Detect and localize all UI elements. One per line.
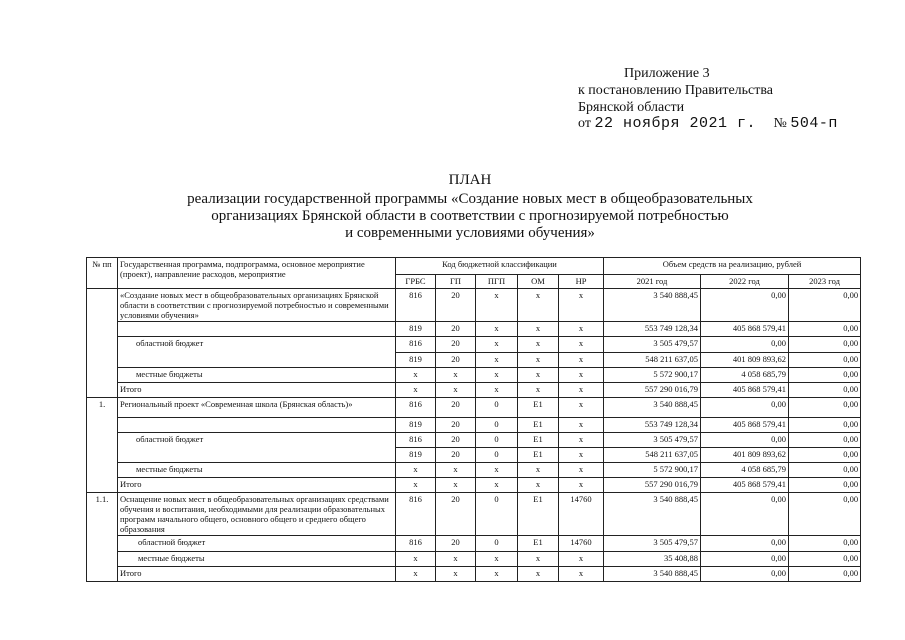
- cell-2023: 0,00: [789, 567, 861, 582]
- cell-grbs: 816: [396, 398, 436, 418]
- cell-pgp: х: [476, 383, 518, 398]
- cell-grbs: х: [396, 552, 436, 567]
- header-gp: ГП: [436, 275, 476, 289]
- plan-title-line-3: и современными условиями обучения»: [345, 225, 595, 241]
- cell-2023: 0,00: [789, 289, 861, 322]
- row-name: Итого: [118, 567, 396, 582]
- cell-pgp: 0: [476, 536, 518, 552]
- table-row: [87, 536, 861, 552]
- cell-grbs: 816: [396, 337, 436, 353]
- date-value: 22 ноября 2021 г.: [594, 115, 756, 132]
- cell-gp: 20: [436, 322, 476, 337]
- cell-2023: 0,00: [789, 536, 861, 552]
- cell-gp: 20: [436, 536, 476, 552]
- header-nr: НР: [559, 275, 604, 289]
- cell-om: х: [518, 478, 559, 493]
- cell-grbs: 816: [396, 289, 436, 322]
- cell-gp: 20: [436, 433, 476, 448]
- cell-2022: 405 868 579,41: [701, 478, 789, 493]
- cell-2021: 3 540 888,45: [604, 289, 701, 322]
- table-row: [87, 368, 861, 383]
- cell-om: Е1: [518, 433, 559, 448]
- cell-2023: 0,00: [789, 368, 861, 383]
- cell-2021: 3 540 888,45: [604, 493, 701, 536]
- cell-pgp: х: [476, 463, 518, 478]
- header-om: ОМ: [518, 275, 559, 289]
- cell-2023: 0,00: [789, 463, 861, 478]
- cell-pgp: х: [476, 368, 518, 383]
- cell-nr: х: [559, 567, 604, 582]
- cell-gp: х: [436, 552, 476, 567]
- cell-gp: х: [436, 567, 476, 582]
- cell-2022: 0,00: [701, 552, 789, 567]
- cell-2023: 0,00: [789, 337, 861, 353]
- cell-pgp: х: [476, 552, 518, 567]
- cell-nr: х: [559, 463, 604, 478]
- cell-om: х: [518, 289, 559, 322]
- row-name: областной бюджет: [118, 337, 396, 368]
- cell-gp: 20: [436, 289, 476, 322]
- table-row: [87, 493, 861, 536]
- row-num: [87, 289, 118, 398]
- cell-2021: 553 749 128,34: [604, 322, 701, 337]
- row-name: местные бюджеты: [118, 463, 396, 478]
- row-name: Региональный проект «Современная школа (Брянская область)»: [118, 398, 396, 418]
- cell-nr: х: [559, 418, 604, 433]
- cell-2022: 0,00: [701, 398, 789, 418]
- cell-gp: 20: [436, 493, 476, 536]
- cell-om: Е1: [518, 418, 559, 433]
- table-row: [87, 398, 861, 418]
- row-name: областной бюджет: [118, 536, 396, 552]
- cell-gp: 20: [436, 337, 476, 353]
- cell-2023: 0,00: [789, 353, 861, 368]
- cell-nr: х: [559, 448, 604, 463]
- cell-2022: 0,00: [701, 433, 789, 448]
- cell-2023: 0,00: [789, 322, 861, 337]
- cell-2023: 0,00: [789, 448, 861, 463]
- cell-2022: 405 868 579,41: [701, 383, 789, 398]
- header-pgp: ПГП: [476, 275, 518, 289]
- cell-nr: х: [559, 552, 604, 567]
- cell-grbs: х: [396, 463, 436, 478]
- cell-om: х: [518, 322, 559, 337]
- row-num: 1.1.: [87, 493, 118, 582]
- header-2022: 2022 год: [701, 275, 789, 289]
- cell-2022: 401 809 893,62: [701, 448, 789, 463]
- cell-nr: х: [559, 398, 604, 418]
- table-row: [87, 418, 861, 433]
- cell-grbs: х: [396, 383, 436, 398]
- table-row: [87, 552, 861, 567]
- cell-2021: 557 290 016,79: [604, 383, 701, 398]
- cell-pgp: х: [476, 322, 518, 337]
- cell-2022: 4 058 685,79: [701, 463, 789, 478]
- header-funds-group: Объем средств на реализацию, рублей: [604, 258, 861, 275]
- cell-2023: 0,00: [789, 383, 861, 398]
- header-num: № пп: [87, 258, 118, 289]
- appendix-label: Приложение 3: [624, 66, 710, 81]
- cell-2021: 3 505 479,57: [604, 433, 701, 448]
- plan-heading: ПЛАН: [448, 172, 492, 188]
- cell-nr: х: [559, 353, 604, 368]
- cell-2022: 0,00: [701, 337, 789, 353]
- cell-grbs: х: [396, 368, 436, 383]
- cell-pgp: х: [476, 353, 518, 368]
- cell-grbs: х: [396, 478, 436, 493]
- cell-2021: 3 505 479,57: [604, 536, 701, 552]
- cell-2023: 0,00: [789, 433, 861, 448]
- cell-nr: х: [559, 322, 604, 337]
- cell-2022: 0,00: [701, 536, 789, 552]
- appendix-date-line: [578, 115, 838, 132]
- cell-om: х: [518, 567, 559, 582]
- row-name: «Создание новых мест в общеобразовательных организациях Брянской области в соответствии с прогнозируемой потребностью и современными условиями обучения»: [118, 289, 396, 322]
- row-name: местные бюджеты: [118, 552, 396, 567]
- table-row: [87, 567, 861, 582]
- cell-grbs: 819: [396, 448, 436, 463]
- cell-grbs: 816: [396, 493, 436, 536]
- cell-2022: 4 058 685,79: [701, 368, 789, 383]
- appendix-decree: к постановлению Правительства: [578, 83, 774, 98]
- cell-grbs: х: [396, 567, 436, 582]
- header-code-group: Код бюджетной классификации: [396, 258, 604, 275]
- cell-grbs: 819: [396, 322, 436, 337]
- cell-gp: 20: [436, 398, 476, 418]
- cell-om: Е1: [518, 493, 559, 536]
- cell-2021: 3 505 479,57: [604, 337, 701, 353]
- cell-nr: 14760: [559, 536, 604, 552]
- cell-gp: х: [436, 478, 476, 493]
- cell-pgp: х: [476, 337, 518, 353]
- cell-pgp: х: [476, 478, 518, 493]
- table-row: [87, 478, 861, 493]
- row-name: областной бюджет: [118, 433, 396, 463]
- cell-2021: 553 749 128,34: [604, 418, 701, 433]
- table-row: [87, 322, 861, 337]
- cell-gp: х: [436, 463, 476, 478]
- row-name-empty: [118, 418, 396, 433]
- table-row: [87, 289, 861, 322]
- appendix-region: Брянской области: [578, 100, 685, 115]
- cell-om: Е1: [518, 398, 559, 418]
- cell-om: х: [518, 552, 559, 567]
- cell-gp: х: [436, 383, 476, 398]
- cell-2022: 405 868 579,41: [701, 322, 789, 337]
- table-row: [87, 463, 861, 478]
- cell-om: х: [518, 463, 559, 478]
- cell-gp: х: [436, 368, 476, 383]
- cell-gp: 20: [436, 418, 476, 433]
- cell-nr: х: [559, 478, 604, 493]
- row-num: 1.: [87, 398, 118, 493]
- cell-nr: х: [559, 383, 604, 398]
- cell-2022: 0,00: [701, 289, 789, 322]
- cell-2021: 557 290 016,79: [604, 478, 701, 493]
- cell-pgp: х: [476, 567, 518, 582]
- cell-grbs: 819: [396, 418, 436, 433]
- cell-2022: 0,00: [701, 567, 789, 582]
- number-value: 504-п: [790, 115, 838, 132]
- cell-grbs: 816: [396, 536, 436, 552]
- table-row: [87, 383, 861, 398]
- cell-2021: 3 540 888,45: [604, 398, 701, 418]
- cell-gp: 20: [436, 353, 476, 368]
- row-name: Оснащение новых мест в общеобразовательных организациях средствами обучения и воспитания, необходимыми для реализации образовательных программ начального общего, основного общего и среднего общего образования: [118, 493, 396, 536]
- table-row: [87, 433, 861, 448]
- cell-om: х: [518, 337, 559, 353]
- cell-nr: х: [559, 337, 604, 353]
- cell-2022: 405 868 579,41: [701, 418, 789, 433]
- cell-grbs: 816: [396, 433, 436, 448]
- cell-2021: 35 408,88: [604, 552, 701, 567]
- header-name: Государственная программа, подпрограмма, основное мероприятие (проект), направление расходов, мероприятие: [118, 258, 396, 289]
- cell-pgp: 0: [476, 448, 518, 463]
- number-prefix: №: [773, 116, 787, 131]
- cell-2021: 5 572 900,17: [604, 463, 701, 478]
- cell-2023: 0,00: [789, 398, 861, 418]
- row-name-empty: [118, 322, 396, 337]
- cell-nr: х: [559, 289, 604, 322]
- cell-om: х: [518, 353, 559, 368]
- plan-table: [86, 257, 861, 582]
- cell-pgp: х: [476, 289, 518, 322]
- table-row: [87, 337, 861, 353]
- cell-2022: 401 809 893,62: [701, 353, 789, 368]
- cell-2023: 0,00: [789, 552, 861, 567]
- cell-2023: 0,00: [789, 493, 861, 536]
- cell-2021: 548 211 637,05: [604, 448, 701, 463]
- row-name: Итого: [118, 478, 396, 493]
- cell-2021: 3 540 888,45: [604, 567, 701, 582]
- cell-grbs: 819: [396, 353, 436, 368]
- cell-2021: 548 211 637,05: [604, 353, 701, 368]
- cell-nr: х: [559, 368, 604, 383]
- cell-nr: х: [559, 433, 604, 448]
- cell-gp: 20: [436, 448, 476, 463]
- cell-2023: 0,00: [789, 418, 861, 433]
- row-name: Итого: [118, 383, 396, 398]
- date-prefix: от: [578, 116, 591, 131]
- cell-pgp: 0: [476, 493, 518, 536]
- cell-om: х: [518, 383, 559, 398]
- header-2023: 2023 год: [789, 275, 861, 289]
- cell-pgp: 0: [476, 418, 518, 433]
- cell-pgp: 0: [476, 398, 518, 418]
- cell-om: Е1: [518, 536, 559, 552]
- cell-nr: 14760: [559, 493, 604, 536]
- cell-om: Е1: [518, 448, 559, 463]
- cell-2023: 0,00: [789, 478, 861, 493]
- plan-title-line-1: реализации государственной программы «Создание новых мест в общеобразовательных: [187, 191, 753, 207]
- row-name: местные бюджеты: [118, 368, 396, 383]
- cell-2022: 0,00: [701, 493, 789, 536]
- cell-2021: 5 572 900,17: [604, 368, 701, 383]
- cell-pgp: 0: [476, 433, 518, 448]
- cell-om: х: [518, 368, 559, 383]
- plan-title-line-2: организациях Брянской области в соответствии с прогнозируемой потребностью: [211, 208, 729, 224]
- header-2021: 2021 год: [604, 275, 701, 289]
- header-grbs: ГРБС: [396, 275, 436, 289]
